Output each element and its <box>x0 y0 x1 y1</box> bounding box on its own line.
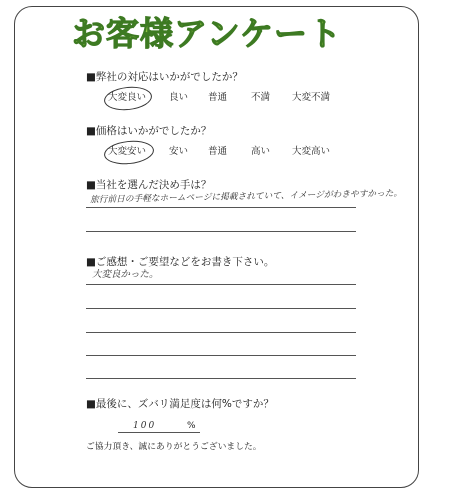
question-comments: ■ご感想・ご要望などをお書き下さい。 <box>86 256 275 268</box>
question-service: ■弊社の対応はいかがでしたか？ <box>86 71 243 83</box>
answer-line <box>86 332 356 333</box>
answer-line <box>86 207 356 208</box>
answer-line <box>86 355 356 356</box>
option-price-very-cheap[interactable]: 大変安い <box>108 146 147 157</box>
answer-comments[interactable]: 大変良かった。 <box>92 269 159 280</box>
answer-line <box>86 231 356 232</box>
thank-you-message: ご協力頂き、誠にありがとうございました。 <box>86 442 262 452</box>
answer-line <box>86 378 356 379</box>
option-price-very-expensive[interactable]: 大変高い <box>292 146 331 157</box>
satisfaction-unit: % <box>187 421 196 431</box>
question-price: ■価格はいかがでしたか？ <box>86 125 212 137</box>
option-price-average[interactable]: 普通 <box>208 146 228 157</box>
option-price-cheap[interactable]: 安い <box>169 146 189 157</box>
option-service-average[interactable]: 普通 <box>208 92 228 103</box>
option-service-very-good[interactable]: 大変良い <box>108 92 147 103</box>
question-satisfaction: ■最後に、ズバリ満足度は何%ですか？ <box>86 398 274 410</box>
question-deciding-factor: ■当社を選んだ決め手は？ <box>86 179 212 191</box>
option-price-expensive[interactable]: 高い <box>251 146 271 157</box>
answer-deciding-factor[interactable]: 旅行前日の手軽なホームページに掲載されていて、イメージがわきやすかった。 <box>89 188 403 206</box>
survey-title: お客様アンケート <box>72 14 343 53</box>
satisfaction-value[interactable]: 100 <box>133 421 157 431</box>
satisfaction-input-line <box>118 432 200 433</box>
option-service-bad[interactable]: 不満 <box>251 92 271 103</box>
option-service-very-bad[interactable]: 大変不満 <box>292 92 331 103</box>
option-service-good[interactable]: 良い <box>169 92 189 103</box>
answer-line <box>86 284 356 285</box>
answer-line <box>86 308 356 309</box>
